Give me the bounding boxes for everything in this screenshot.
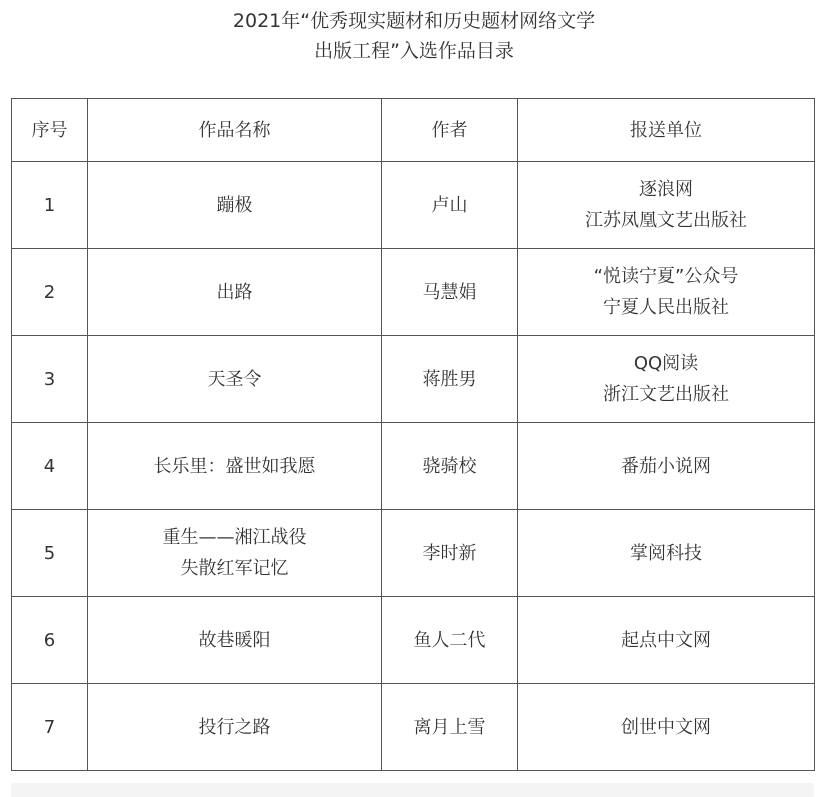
bottom-bar — [11, 783, 814, 797]
cell-submitting-unit — [518, 510, 815, 597]
cell-submitting-unit — [518, 423, 815, 510]
header-index: 序号 — [12, 99, 88, 162]
cell-submitting-unit-line: 逐浪网 — [639, 179, 693, 200]
cell-submitting-unit-line: 江苏凤凰文艺出版社 — [585, 210, 747, 231]
cell-work-title — [88, 336, 382, 423]
table-body — [12, 162, 815, 771]
cell-index: 2 — [12, 249, 88, 336]
header-work-title: 作品名称 — [88, 99, 382, 162]
cell-submitting-unit-line: 番茄小说网 — [621, 455, 711, 477]
cell-work-title-line: 重生——湘江战役 — [162, 527, 307, 548]
cell-author: 马慧娟 — [382, 249, 518, 336]
cell-index: 5 — [12, 510, 88, 597]
table-row — [12, 423, 815, 510]
header-submitting-unit: 报送单位 — [518, 99, 815, 162]
cell-submitting-unit-line: QQ阅读 — [633, 353, 699, 374]
cell-work-title-line: 投行之路 — [198, 716, 271, 738]
cell-author: 鱼人二代 — [382, 597, 518, 684]
cell-submitting-unit-line: 浙江文艺出版社 — [603, 384, 729, 405]
cell-work-title-line: 出路 — [216, 281, 253, 303]
table-row — [12, 597, 815, 684]
cell-author: 离月上雪 — [382, 684, 518, 771]
cell-author: 蒋胜男 — [382, 336, 518, 423]
table-header-row — [12, 99, 815, 162]
header-author: 作者 — [382, 99, 518, 162]
cell-work-title — [88, 162, 382, 249]
cell-index: 4 — [12, 423, 88, 510]
table-row — [12, 162, 815, 249]
table-row — [12, 249, 815, 336]
cell-work-title — [88, 510, 382, 597]
page-title — [0, 6, 828, 66]
table-row — [12, 684, 815, 771]
cell-submitting-unit-line: “悦读宁夏”公众号 — [593, 266, 739, 287]
cell-index: 3 — [12, 336, 88, 423]
cell-work-title-line: 蹦极 — [216, 194, 253, 216]
page-title-line-2: 出版工程”入选作品目录 — [314, 40, 514, 62]
page-title-line-1: 2021年“优秀现实题材和历史题材网络文学 — [232, 10, 596, 32]
cell-submitting-unit-line: 掌阅科技 — [630, 542, 702, 564]
cell-work-title — [88, 423, 382, 510]
cell-work-title-line: 失散红军记忆 — [180, 558, 289, 579]
cell-submitting-unit — [518, 336, 815, 423]
cell-submitting-unit — [518, 684, 815, 771]
cell-author: 骁骑校 — [382, 423, 518, 510]
cell-submitting-unit-line: 起点中文网 — [621, 629, 711, 651]
cell-index: 1 — [12, 162, 88, 249]
cell-submitting-unit-line: 创世中文网 — [621, 716, 711, 738]
table-row — [12, 510, 815, 597]
cell-work-title-line: 天圣令 — [207, 368, 262, 390]
cell-work-title — [88, 249, 382, 336]
works-table — [11, 98, 815, 771]
cell-author: 卢山 — [382, 162, 518, 249]
cell-index: 7 — [12, 684, 88, 771]
cell-submitting-unit — [518, 162, 815, 249]
cell-submitting-unit — [518, 249, 815, 336]
cell-work-title — [88, 597, 382, 684]
cell-index: 6 — [12, 597, 88, 684]
cell-submitting-unit — [518, 597, 815, 684]
table-row — [12, 336, 815, 423]
cell-work-title-line: 长乐里：盛世如我愿 — [153, 455, 316, 477]
cell-work-title-line: 故巷暖阳 — [198, 629, 271, 651]
cell-work-title — [88, 684, 382, 771]
cell-author: 李时新 — [382, 510, 518, 597]
cell-submitting-unit-line: 宁夏人民出版社 — [603, 297, 729, 318]
